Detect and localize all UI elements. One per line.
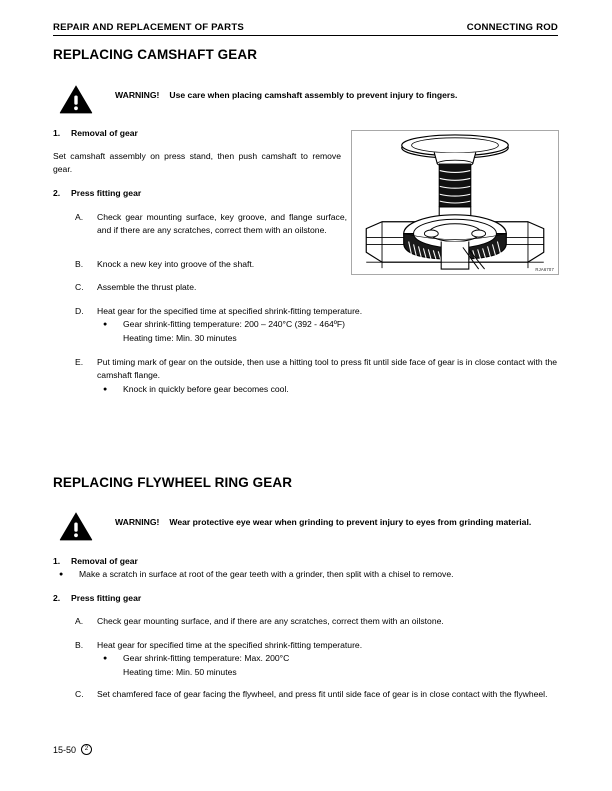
warning-callout-camshaft	[53, 85, 558, 114]
warning-callout-flywheel	[53, 512, 558, 541]
bullet-item	[97, 318, 545, 345]
bullet-line-1: Make a scratch in surface at root of the gear teeth with a grinder, then split with a chisel to remove.	[79, 569, 454, 579]
running-header	[53, 22, 558, 36]
bullet-line-2: Heating time: Min. 30 minutes	[123, 332, 237, 343]
bullet-item	[53, 568, 553, 581]
bullet-dot-icon: ●	[103, 321, 108, 329]
warning-text-flywheel	[115, 512, 555, 528]
warning-label: WARNING!	[115, 90, 160, 100]
item-letter: C.	[75, 689, 84, 699]
item-letter: A.	[75, 616, 84, 626]
step-heading-press-fitting-gear-flywheel	[53, 593, 141, 603]
header-section-title: REPAIR AND REPLACEMENT OF PARTS	[53, 22, 244, 33]
item-text: Knock a new key into groove of the shaft.	[97, 259, 255, 269]
step-number: 1.	[53, 556, 61, 566]
bullet-dot-icon: ●	[103, 385, 108, 393]
item-letter: C.	[75, 282, 84, 292]
bullet-line-2: Heating time: Min. 50 minutes	[123, 666, 237, 677]
step-heading-removal-of-gear-flywheel	[53, 556, 138, 566]
list-item	[75, 356, 558, 396]
item-text: Set chamfered face of gear facing the flywheel, and press fit until side face of gear is in close contact with the flywheel.	[97, 689, 548, 699]
bullet-list	[53, 568, 553, 581]
list-item	[75, 281, 355, 294]
warning-label: WARNING!	[115, 517, 160, 527]
item-text: Check gear mounting surface, and if there are any scratches, correct them with an oilstone.	[97, 616, 444, 626]
step-number: 2.	[53, 593, 61, 603]
bullet-item	[97, 383, 558, 396]
item-letter: E.	[75, 357, 84, 367]
step-title: Removal of gear	[71, 128, 138, 138]
item-text: Assemble the thrust plate.	[97, 282, 197, 292]
step-heading-press-fitting-gear	[53, 188, 141, 198]
item-text: Heat gear for the specified time at specified shrink-fitting temperature.	[97, 306, 363, 316]
step-title: Removal of gear	[71, 556, 138, 566]
revision-mark: 2	[81, 744, 92, 755]
item-text: Put timing mark of gear on the outside, then use a hitting tool to press fit until side face of gear is in close contact with the camshaft flange.	[97, 357, 558, 381]
warning-triangle-icon	[59, 511, 93, 541]
warning-triangle-icon	[59, 84, 93, 114]
bullet-dot-icon: ●	[59, 571, 64, 578]
list-item	[75, 615, 555, 628]
step-number: 2.	[53, 188, 61, 198]
warning-message: Use care when placing camshaft assembly to prevent injury to fingers.	[169, 90, 458, 100]
item-letter: B.	[75, 259, 84, 269]
bullet-list	[97, 652, 555, 679]
list-item	[75, 305, 545, 345]
list-item	[75, 688, 558, 701]
section-title-flywheel: REPLACING FLYWHEEL RING GEAR	[53, 475, 293, 490]
item-letter: B.	[75, 640, 84, 650]
step-number: 1.	[53, 128, 61, 138]
bullet-line-1: Gear shrink-fitting temperature: 200 – 240°C (392 - 464ºF)	[123, 319, 346, 330]
bullet-list	[97, 318, 545, 345]
warning-text-camshaft	[115, 85, 457, 101]
list-item	[75, 639, 555, 679]
list-item	[75, 211, 347, 238]
step-title: Press fitting gear	[71, 188, 142, 198]
paragraph-removal-of-gear: Set camshaft assembly on press stand, then push camshaft to remove gear.	[53, 151, 341, 175]
bullet-line-1: Gear shrink-fitting temperature: Max. 200°C	[123, 653, 290, 664]
item-text: Check gear mounting surface, key groove, and flange surface, and if there are any scratches, correct them with an oilstone.	[97, 212, 347, 236]
warning-message: Wear protective eye wear when grinding to prevent injury to eyes from grinding material.	[169, 517, 532, 527]
page-number: 15-50	[53, 744, 77, 755]
page-footer	[53, 744, 92, 755]
list-item	[75, 258, 355, 271]
bullet-dot-icon: ●	[103, 655, 108, 663]
bullet-list	[97, 383, 558, 396]
bullet-line-1: Knock in quickly before gear becomes cool.	[123, 383, 289, 394]
item-text: Heat gear for specified time at the specified shrink-fitting temperature.	[97, 640, 363, 650]
item-letter: A.	[75, 212, 84, 222]
header-component-title: CONNECTING ROD	[466, 22, 558, 33]
camshaft-press-stand-figure	[351, 130, 559, 275]
step-title: Press fitting gear	[71, 593, 142, 603]
figure-reference-code: RJA6707	[535, 267, 554, 272]
bullet-item	[97, 652, 555, 679]
item-letter: D.	[75, 306, 84, 316]
step-heading-removal-of-gear	[53, 128, 138, 138]
section-title-camshaft: REPLACING CAMSHAFT GEAR	[53, 47, 258, 62]
